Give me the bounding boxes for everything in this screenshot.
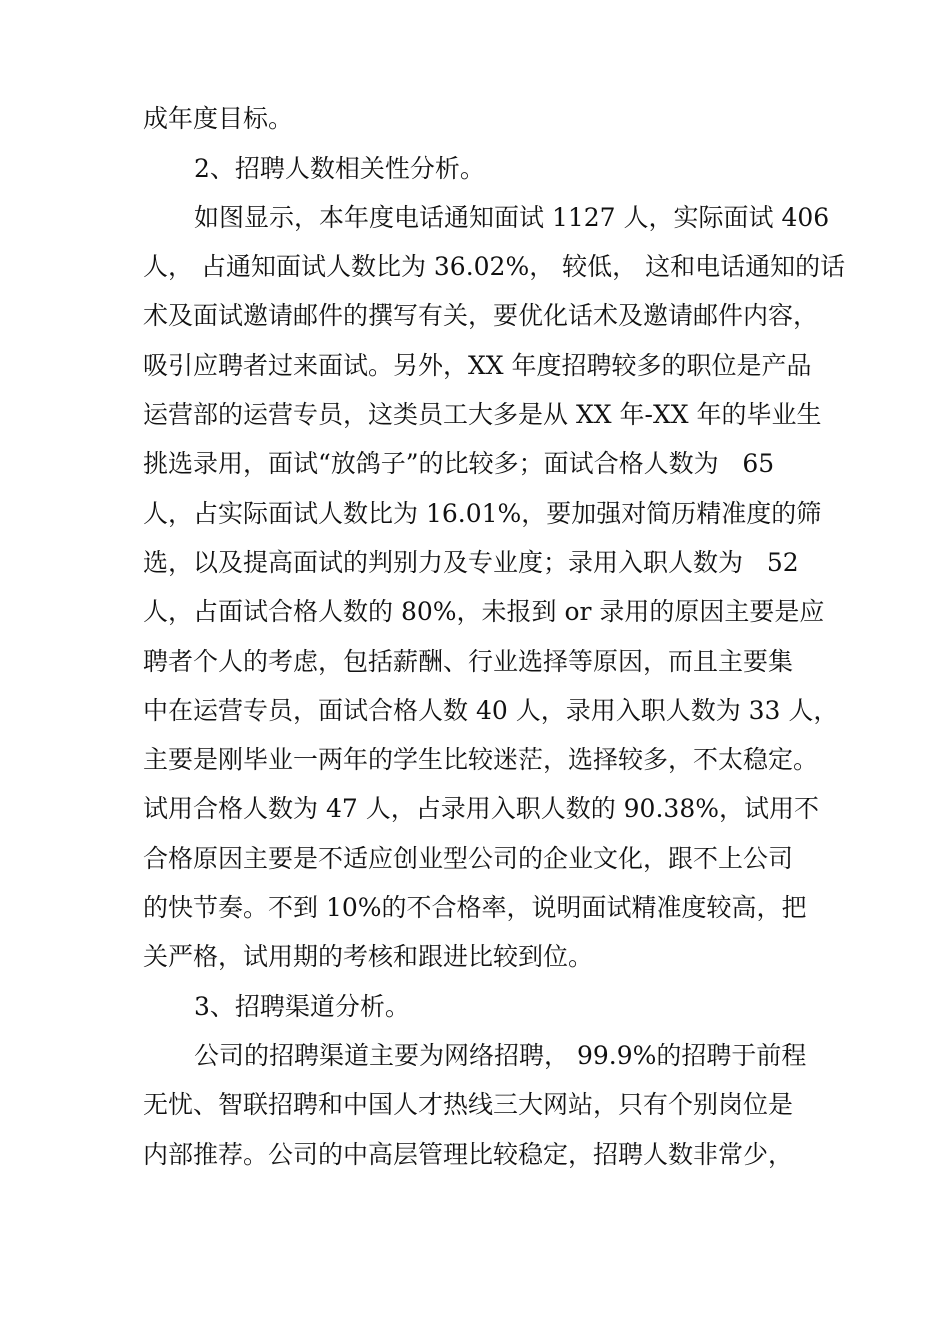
text-line: 运营部的运营专员，这类员工大多是从 XX 年-XX 年的毕业生 [143,400,822,429]
text-line: 的快节奏。不到 10%的不合格率，说明面试精准度较高，把 [143,893,807,922]
text-line: 公司的招聘渠道主要为网络招聘， 99.9%的招聘于前程 [194,1041,807,1070]
text-line: 关严格，试用期的考核和跟进比较到位。 [143,942,594,971]
text-line: 人，占实际面试人数比为 16.01%，要加强对简历精准度的筛 [143,499,822,528]
text-line: 术及面试邀请邮件的撰写有关，要优化话术及邀请邮件内容， [143,301,819,330]
text-line: 选，以及提高面试的判别力及专业度；录用入职人数为 52 [143,548,799,577]
text-line: 人， 占通知面试人数比为 36.02%， 较低， 这和电话通知的话 [143,252,846,281]
section-heading: 3、招聘渠道分析。 [194,992,410,1021]
text-line: 试用合格人数为 47 人，占录用入职人数的 90.38%，试用不 [143,794,819,823]
text-line: 主要是刚毕业一两年的学生比较迷茫，选择较多，不太稳定。 [143,745,819,774]
text-line: 内部推荐。公司的中高层管理比较稳定，招聘人数非常少， [143,1140,794,1169]
section-heading: 2、招聘人数相关性分析。 [194,154,485,183]
text-line: 合格原因主要是不适应创业型公司的企业文化，跟不上公司 [143,844,794,873]
text-line: 挑选录用，面试“放鸽子”的比较多；面试合格人数为 65 [143,449,775,478]
text-line: 无忧、智联招聘和中国人才热线三大网站，只有个别岗位是 [143,1090,794,1119]
text-line: 如图显示，本年度电话通知面试 1127 人，实际面试 406 [194,203,830,232]
text-line: 聘者个人的考虑，包括薪酬、行业选择等原因，而且主要集 [143,647,794,676]
text-line: 成年度目标。 [143,104,294,133]
text-line: 中在运营专员，面试合格人数 40 人，录用入职人数为 33 人， [143,696,839,725]
text-line: 人，占面试合格人数的 80%，未报到 or 录用的原因主要是应 [143,597,825,626]
text-line: 吸引应聘者过来面试。另外，XX 年度招聘较多的职位是产品 [143,351,812,380]
